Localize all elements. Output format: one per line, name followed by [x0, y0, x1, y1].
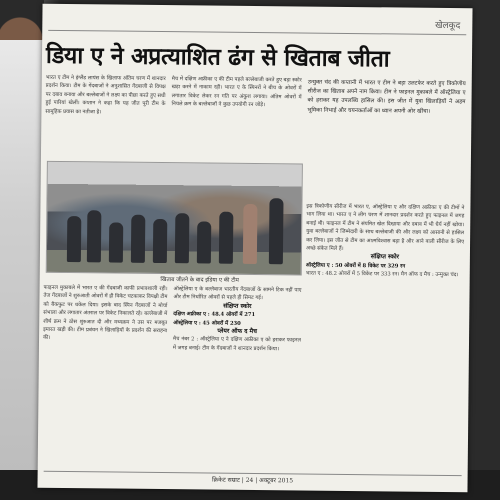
photo-figure	[219, 212, 234, 264]
column-f-outro: भारत ए : 48.2 ओवरों में 5 विकेट पर 333 रन। मैन ऑफ द मैच : उन्मुक्त चंद।	[305, 270, 459, 279]
header-rule	[48, 30, 466, 35]
column-a-text: भारत ए टीम ने इंग्लैंड लायंस के खिलाफ अंतिम चरण में शानदार प्रदर्शन किया। टीम के गेंदबाजों ने अनुशासित गेंदबाजी से विपक्ष पर दबाव बनाया और बल्लेबाजों ने लक्ष्य का पीछा करते हुए सधी हुई पारियां खेलीं। कप्तान ने कहा कि यह जीत पूरी टीम के सामूहिक प्रयास का नतीजा है।	[45, 74, 166, 116]
photo-figure	[197, 221, 211, 263]
column-f-text: इस त्रिकोणीय सीरीज में भारत ए, ऑस्ट्रेलिया ए और दक्षिण अफ्रीका ए की टीमों ने भाग लिया था। भारत ए ने लीग चरण में शानदार प्रदर्शन करते हुए फाइनल में जगह बनाई थी। फाइनल में टीम ने संयमित खेल दिखाया और दबाव में भी धैर्य नहीं खोया। युवा बल्लेबाजों ने जिम्मेदारी के साथ बल्लेबाजी की और लक्ष्य को आसानी से हासिल कर लिया। इस जीत से टीम का आत्मविश्वास बढ़ा है और आने वाली सीरीज के लिए अच्छे संकेत मिले हैं।	[305, 203, 465, 252]
photo-figure	[109, 222, 123, 262]
column-e	[172, 285, 302, 466]
photo-figure	[153, 219, 167, 263]
photo-figure	[131, 215, 146, 263]
score-line: दक्षिण अफ्रीका ए : 48.4 ओवरों में 271	[173, 311, 256, 319]
page-footer: क्रिकेट सम्राट | 24 | अक्टूबर 2015	[44, 471, 462, 486]
column-c-text: उन्मुक्त चंद की कप्तानी में भारत ए टीम ने बड़ा उलटफेर करते हुए त्रिकोणीय सीरीज का खिताब अपने नाम किया। टीम ने फाइनल मुकाबले में ऑस्ट्रेलिया ए को हराकर यह उपलब्धि हासिल की। इस जीत में युवा खिलाड़ियों ने अहम भूमिका निभाई और चयनकर्ताओं का ध्यान अपनी ओर खींचा।	[307, 79, 466, 115]
column-b-text: मैच में दक्षिण अफ्रीका ए की टीम पहले बल्लेबाजी करते हुए बड़ा स्कोर खड़ा करने में नाकाम रही। भारत ए के स्पिनरों ने बीच के ओवरों में लगातार विकेट लेकर रन गति पर अंकुश लगाया। अंतिम ओवरों में निचले क्रम के बल्लेबाजों ने कुछ उपयोगी रन जोड़े।	[171, 76, 302, 109]
photo-figure	[67, 216, 81, 262]
photo-figure	[243, 204, 258, 264]
photo-figure	[87, 210, 102, 262]
photo-figure	[175, 213, 190, 263]
score-line: ऑस्ट्रेलिया ए : 50 ओवरों में 8 विकेट पर 329 रन	[305, 262, 406, 270]
column-e-outro: मैच नंबर 2 : ऑस्ट्रेलिया ए ने दक्षिण अफ्रीका ए को हराकर फाइनल में जगह बनाई। टीम के गेंदबाजों ने शानदार प्रदर्शन किया।	[172, 336, 302, 353]
magazine-page	[37, 4, 472, 492]
team-photo	[46, 161, 303, 276]
column-a	[45, 74, 166, 160]
section-label: खेलकूद	[435, 20, 461, 32]
column-d-text: फाइनल मुकाबले में भारत ए की गेंदबाजी काफी प्रभावशाली रही। तेज गेंदबाजों ने शुरुआती ओवरों में ही विकेट चटकाकर विपक्षी टीम को बैकफुट पर धकेल दिया। इसके बाद स्पिन गेंदबाजों ने मोर्चा संभाला और लगातार अंतराल पर विकेट निकालते रहे। बल्लेबाजी में शीर्ष क्रम ने ठोस शुरुआत दी और मध्यक्रम ने उस पर मजबूत इमारत खड़ी की। टीम प्रबंधन ने खिलाड़ियों के प्रदर्शन की सराहना की।	[43, 284, 168, 342]
headline: डिया ए ने अप्रत्याशित ढंग से खिताब जीता	[45, 41, 390, 73]
column-e-intro: ऑस्ट्रेलिया ए के बल्लेबाज भारतीय गेंदबाजों के सामने टिक नहीं पाए और टीम निर्धारित ओवरों से पहले ही सिमट गई।	[173, 286, 302, 302]
player-of-match-heading: प्लेयर ऑफ द मैच	[217, 327, 257, 336]
photo-figure	[269, 198, 284, 264]
column-d	[42, 284, 168, 465]
column-c	[307, 79, 466, 199]
score-line: ऑस्ट्रेलिया ए : 45 ओवरों में 230	[173, 319, 241, 327]
photo-caption: खिताब जीतने के बाद इंडिया ए की टीम	[160, 277, 239, 284]
scorecard-heading: संक्षिप्त स्कोर	[223, 302, 252, 310]
scorecard-heading: संक्षिप्त स्कोर	[370, 253, 400, 261]
column-b	[171, 75, 302, 161]
column-f	[304, 203, 465, 469]
